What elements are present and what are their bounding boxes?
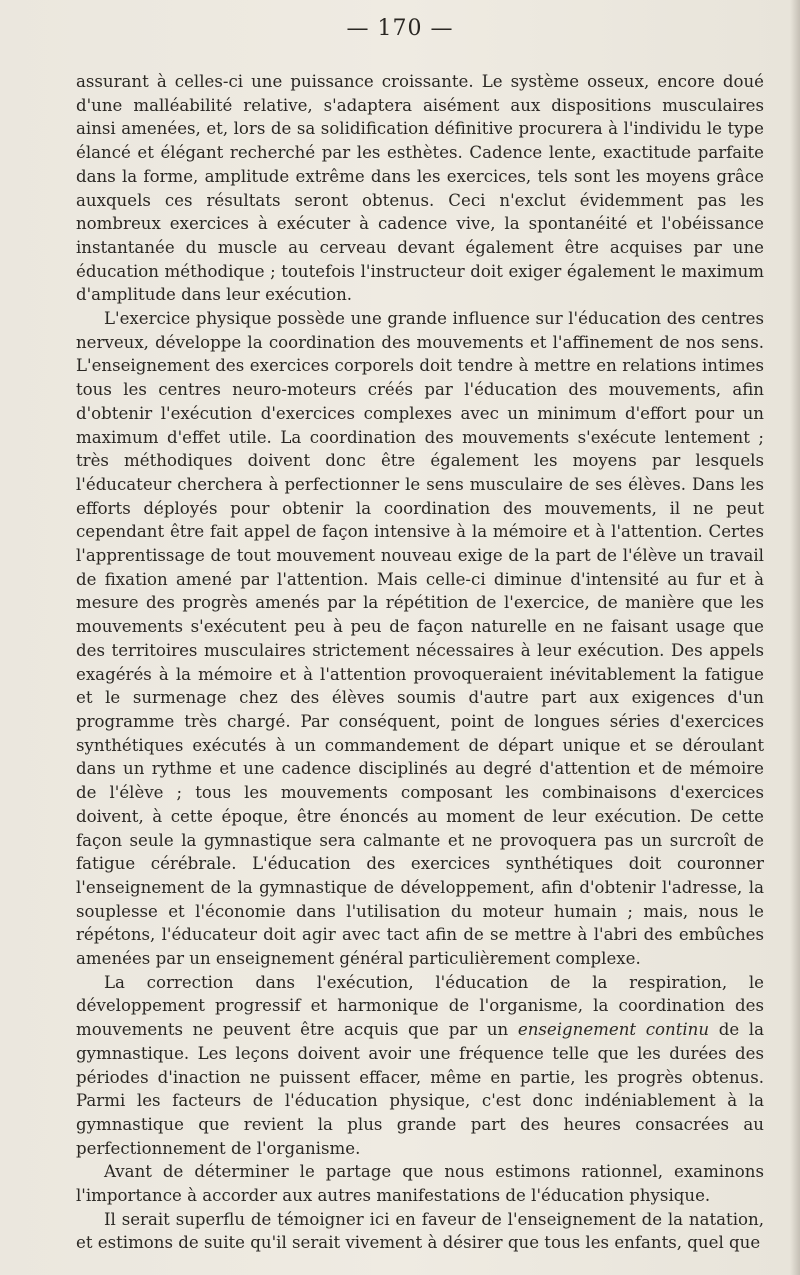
emphasis-enseignement-continu: enseignement continu [517,1020,710,1040]
paragraph-4: Avant de déterminer le partage que nous estimons rationnel, examinons l'importance à accorder aux autres manifestations de l'éducation physique. [76,1162,764,1206]
page-edge-shadow [790,0,800,1275]
paragraph-3 [76,971,764,1161]
paragraph-5: Il serait superflu de témoigner ici en faveur de l'enseignement de la natation, et estimons de suite qu'il serait vivement à désirer que tous les enfants, quel que [76,1209,764,1253]
paragraph-2: L'exercice physique possède une grande influence sur l'éducation des centres nerveux, développe la coordination des mouvements et l'affinement de nos sens. L'enseignement des exercices corporels doit tendre à mettre en relations intimes tous les centres neuro-moteurs créés par l'éducation des mouvements, afin d'obtenir l'exécution d'exercices complexes avec un minimum d'effort pour un maximum d'effet utile. La coordination des mouvements s'exécute lentement ; très méthodiques doivent donc être également les moyens par lesquels l'éducateur cherchera à perfectionner le sens musculaire de ses élèves. Dans les efforts déployés pour obtenir la coordination des mouvements, il ne peut cependant être fait appel de façon intensive à la mémoire et à l'attention. Certes l'apprentissage de tout mouvement nouveau exige de la part de l'élève un travail de fixation amené par l'attention. Mais celle-ci diminue d'intensité au fur et à mesure des progrès amenés par la répétition de l'exercice, de manière que les mouvements s'exécutent peu à peu de façon naturelle en ne faisant usage que des territoires musculaires strictement nécessaires à leur exécution. Des appels exagérés à la mémoire et à l'attention provoqueraient inévitablement la fatigue et le surmenage chez des élèves soumis d'autre part aux exigences d'un programme très chargé. Par conséquent, point de longues séries d'exercices synthétiques exécutés à un commandement de départ unique et se déroulant dans un rythme et une cadence disciplinés au degré d'attention et de mémoire de l'élève ; tous les mouvements composant les combinaisons d'exercices doivent, à cette époque, être énoncés au moment de leur exécution. De cette façon seule la gymnastique sera calmante et ne provoquera pas un surcroît de fatigue cérébrale. L'éducation des exercices synthétiques doit couronner l'enseignement de la gymnastique de développement, afin d'obtenir l'adresse, la souplesse et l'économie dans l'utilisation du moteur humain ; mais, nous le répétons, l'éducateur doit agir avec tact afin de se mettre à l'abri des embûches amenées par un enseignement général particulièrement complexe. [76,309,764,969]
paragraph-1: assurant à celles-ci une puissance croissante. Le système osseux, encore doué d'une malléabilité relative, s'adaptera aisément aux dispositions musculaires ainsi amenées, et, lors de sa solidification définitive procurera à l'individu le type élancé et élégant recherché par les esthètes. Cadence lente, exactitude parfaite dans la forme, amplitude extrême dans les exercices, tels sont les moyens grâce auxquels ces résultats seront obtenus. Ceci n'exclut évidemment pas les nombreux exercices à exécuter à cadence vive, la spontanéité et l'obéissance instantanée du muscle au cerveau devant également être acquises par une éducation méthodique ; toutefois l'instructeur doit exiger également le maximum d'amplitude dans leur exécution. [76,72,764,305]
body-text [76,70,764,1255]
paragraph-3-after: de la gymnastique. Les leçons doivent avoir une fréquence telle que les durées des périodes d'inaction ne puissent effacer, même en partie, les progrès obtenus. Parmi les facteurs de l'éducation physique, c'est donc indéniablement à la gymnastique que revient la plus grande part des heures consacrées au perfectionnement de l'organisme. [76,1020,764,1158]
page-number: — 170 — [346,16,454,41]
paragraph-3-before: La correction dans l'exécution, l'éducation de la respiration, le développement progressif et harmonique de l'organisme, la coordination des mouvements ne peuvent être acquis que par un [76,972,764,1040]
